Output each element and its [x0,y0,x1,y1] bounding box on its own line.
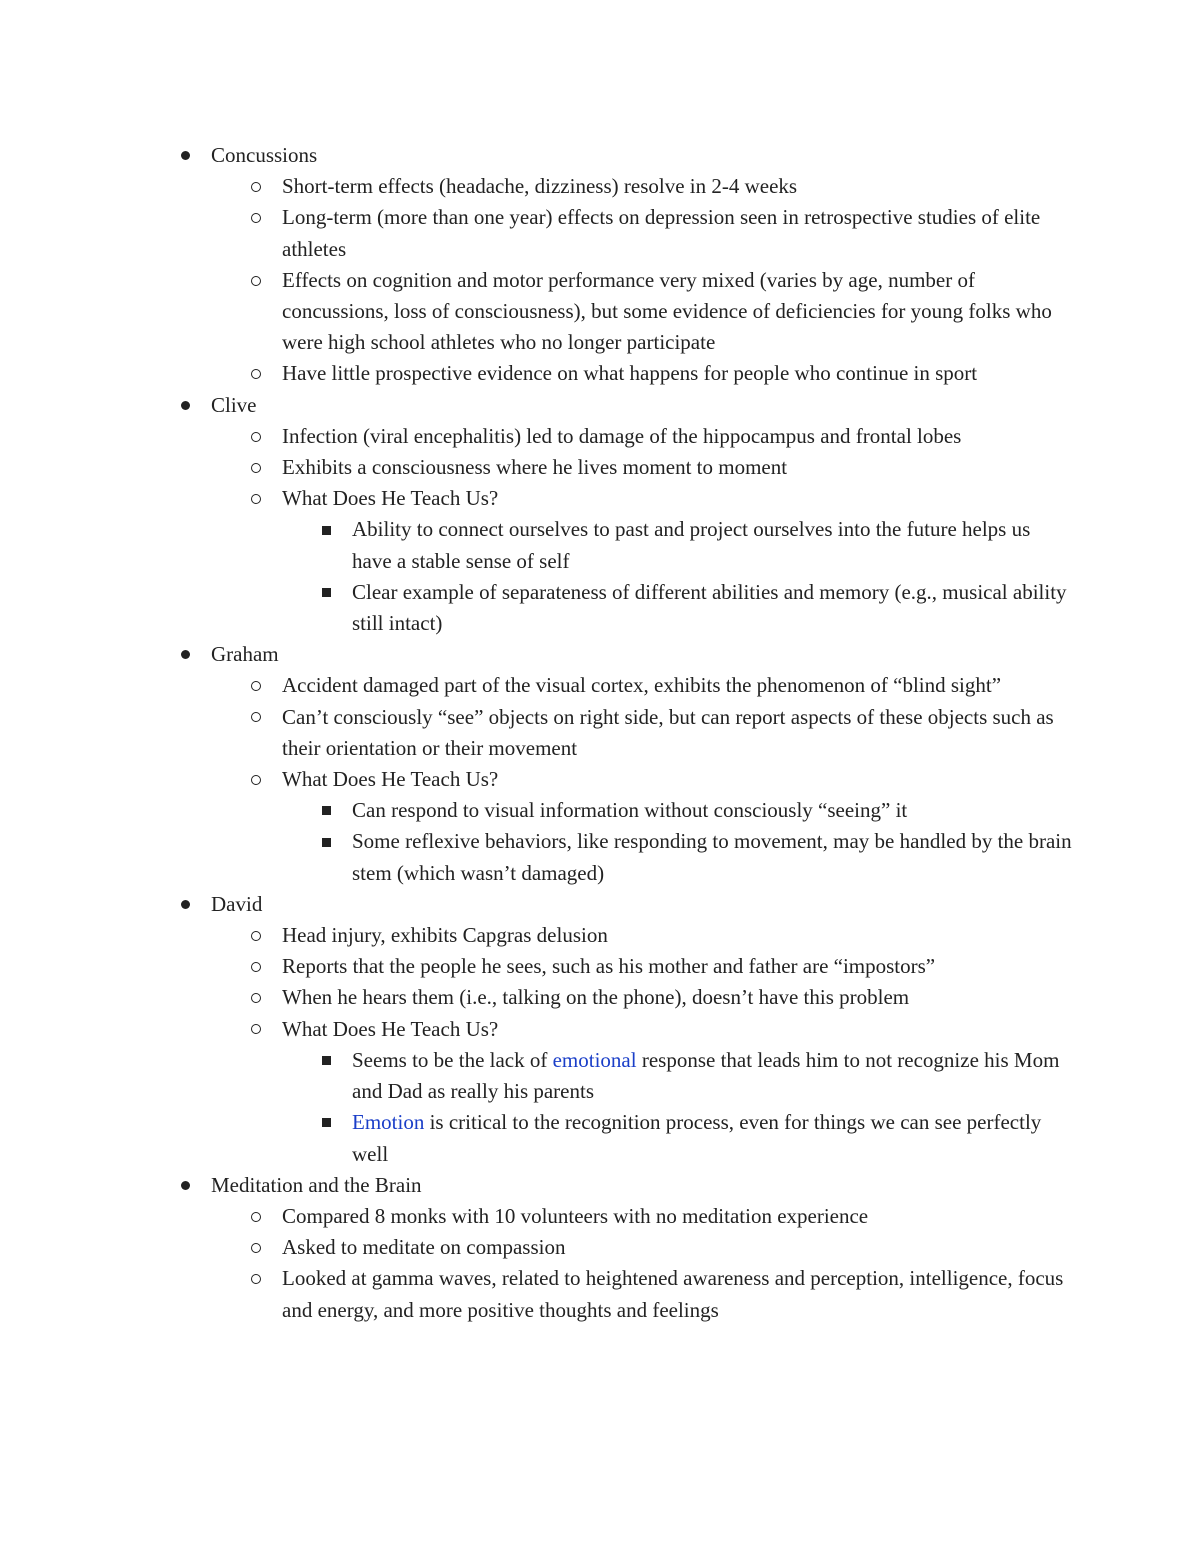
sub-list-item [0,826,1200,888]
bullet-circle-icon [246,421,266,452]
list-item-text: What Does He Teach Us? [282,1016,499,1041]
bullet-square-icon [316,1107,336,1138]
sub-list-item [0,514,1200,576]
list-item [0,1201,1200,1232]
list-item [0,265,1200,359]
bullet-circle-icon [246,171,266,202]
list-item-text: Reports that the people he sees, such as his mother and father are “impostors” [282,954,936,979]
bullet-circle-icon [246,951,266,982]
text-segment: response that leads him to not recognize his Mom and Dad as really his parents [352,1047,1060,1104]
list-item-text: Compared 8 monks with 10 volunteers with no meditation experience [282,1203,869,1228]
bullet-square-icon [316,514,336,545]
bullet-circle-icon [246,265,266,296]
topic-title: David [211,891,263,916]
list-item [0,1263,1200,1325]
list-item-text: Effects on cognition and motor performance very mixed (varies by age, number of concussions, loss of consciousness), but some evidence of deficiencies for young folks who were high school athletes who no longer participate [282,267,1052,355]
bullet-square-icon [316,577,336,608]
topic-item [0,140,1200,171]
list-item-text: Can’t consciously “see” objects on right side, but can report aspects of these objects such as their orientation or their movement [282,704,1054,760]
bullet-circle-icon [246,670,266,701]
emotional-link[interactable]: emotional [552,1047,637,1072]
bullet-circle-icon [246,483,266,514]
list-item [0,702,1200,764]
bullet-dot-icon [175,390,195,421]
bullet-circle-icon [246,1232,266,1263]
bullet-circle-icon [246,452,266,483]
list-item [0,951,1200,982]
topic-title: Concussions [211,143,318,167]
list-item-text: Exhibits a consciousness where he lives moment to moment [282,455,788,480]
bullet-circle-icon [246,1263,266,1294]
topic-item [0,639,1200,670]
emotion-link[interactable]: Emotion [352,1110,425,1135]
list-item-text: When he hears them (i.e., talking on the phone), doesn’t have this problem [282,985,910,1010]
list-item-text: Looked at gamma waves, related to heightened awareness and perception, intelligence, focus and energy, and more positive thoughts and feelings [282,1266,1064,1322]
sub-list-item-text [352,1045,1072,1107]
topic-title: Meditation and the Brain [211,1172,422,1197]
bullet-circle-icon [246,358,266,389]
topic-title: Graham [211,642,279,667]
sub-list-item-text: Some reflexive behaviors, like responding to movement, may be handled by the brain stem (which wasn’t damaged) [352,829,1072,885]
list-item [0,764,1200,795]
sub-list-item [0,1045,1200,1107]
bullet-circle-icon [246,920,266,951]
list-item [0,421,1200,452]
list-item-text: Have little prospective evidence on what happens for people who continue in sport [282,361,978,386]
bullet-square-icon [316,1045,336,1076]
list-item-text: Asked to meditate on compassion [282,1235,566,1260]
topic-item [0,390,1200,421]
bullet-circle-icon [246,764,266,795]
topic-item [0,1170,1200,1201]
topic-item [0,889,1200,920]
bullet-dot-icon [175,140,195,171]
sub-list-item-text: Clear example of separateness of different abilities and memory (e.g., musical ability still intact) [352,579,1067,636]
sub-list-item [0,795,1200,826]
text-segment: is critical to the recognition process, even for things we can see perfectly well [352,1110,1042,1166]
bullet-square-icon [316,795,336,826]
list-item [0,483,1200,514]
list-item-text: What Does He Teach Us? [282,486,499,511]
bullet-dot-icon [175,1170,195,1201]
topic-title: Clive [211,392,257,417]
bullet-dot-icon [175,639,195,670]
sub-list-item-text: Can respond to visual information without consciously “seeing” it [352,798,908,823]
sub-list-item [0,577,1200,639]
list-item [0,1014,1200,1045]
bullet-square-icon [316,826,336,857]
bullet-circle-icon [246,702,266,733]
sub-list-item-text [352,1107,1072,1169]
list-item-text: Short-term effects (headache, dizziness) resolve in 2-4 weeks [282,174,798,199]
list-item-text: Infection (viral encephalitis) led to damage of the hippocampus and frontal lobes [282,423,962,448]
document-page [0,140,1200,1326]
list-item [0,1232,1200,1263]
list-item [0,358,1200,389]
list-item-text: Long-term (more than one year) effects on depression seen in retrospective studies of elite athletes [282,205,1041,261]
list-item-text: What Does He Teach Us? [282,767,499,792]
bullet-circle-icon [246,202,266,233]
list-item [0,202,1200,264]
list-item [0,452,1200,483]
bullet-circle-icon [246,1014,266,1045]
bullet-circle-icon [246,982,266,1013]
sub-list-item [0,1107,1200,1169]
list-item-text: Accident damaged part of the visual cortex, exhibits the phenomenon of “blind sight” [282,673,1002,698]
sub-list-item-text: Ability to connect ourselves to past and project ourselves into the future helps us have a stable sense of self [352,517,1031,573]
list-item [0,920,1200,951]
list-item [0,171,1200,202]
text-segment: Seems to be the lack of [352,1047,553,1072]
list-item [0,670,1200,701]
bullet-circle-icon [246,1201,266,1232]
bullet-dot-icon [175,889,195,920]
list-item-text: Head injury, exhibits Capgras delusion [282,923,608,948]
list-item [0,982,1200,1013]
